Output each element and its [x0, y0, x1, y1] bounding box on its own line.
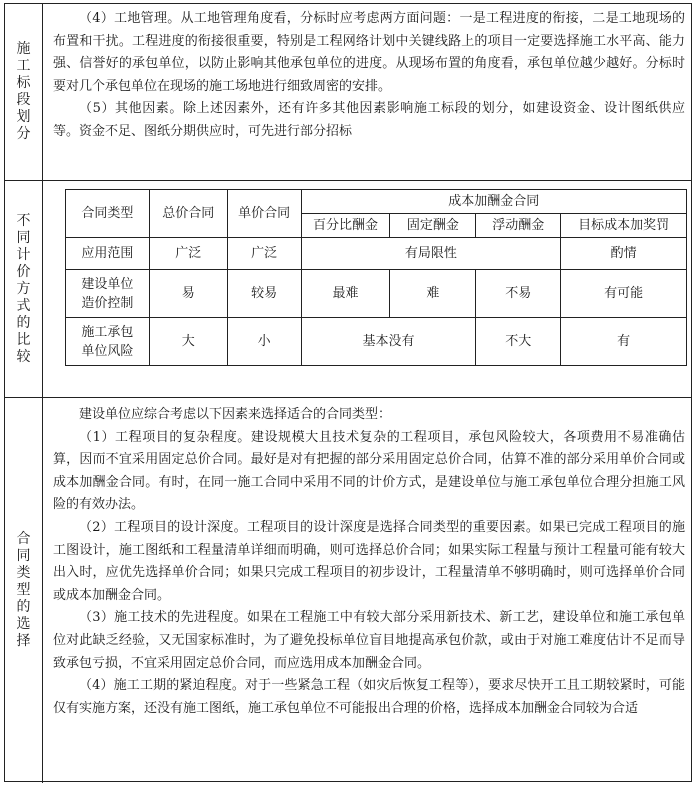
cell: 小 — [227, 318, 301, 366]
cell: 广泛 — [227, 238, 301, 270]
header-floating-fee: 浮动酬金 — [476, 214, 561, 238]
paragraph: （4）施工工期的紧迫程度。对于一些紧急工程（如灾后恢复工程等），要求尽快开工且工期较紧时，可能仅有实施方案，还没有施工图纸，施工承包单位不可能报出合理的价格，选择成本加酬金合同较为合适 — [53, 678, 685, 716]
cell: 不大 — [476, 318, 561, 366]
label-char: 式 — [16, 297, 31, 314]
section-content — [43, 181, 691, 397]
section-label — [5, 4, 43, 180]
cell: 广泛 — [149, 238, 227, 270]
label-char: 的 — [16, 599, 31, 615]
label-char: 标 — [16, 75, 31, 91]
cell: 有 — [561, 318, 687, 366]
label-char: 选 — [16, 616, 31, 632]
label-char: 段 — [16, 92, 31, 108]
section-tender-division — [5, 4, 691, 181]
section-contract-selection — [5, 398, 691, 783]
cell: 有局限性 — [301, 238, 561, 270]
section-content — [43, 398, 691, 783]
row-label-line: 单位风险 — [81, 343, 134, 359]
label-char: 计 — [16, 246, 31, 263]
cell: 大 — [149, 318, 227, 366]
row-label-scope: 应用范围 — [66, 238, 150, 270]
paragraph: 建设单位应综合考虑以下因素来选择适合的合同类型： — [79, 407, 392, 422]
paragraph: （4）工地管理。从工地管理角度看，分标时应考虑两方面问题：一是工程进度的衔接，二是工地现场的布置和干扰。工程进度的衔接很重要，特别是工程网络计划中关键线路上的项目一定要选择施工水平高、能力强、信誉好的承包单位，以防止影响其他承包单位的进度。从现场布置的角度看，承包单位越少越好。分标时要对几个承包单位在现场的施工场地进行细致周密的安排。 — [53, 11, 685, 94]
header-percentage-fee: 百分比酬金 — [301, 214, 390, 238]
section-pricing-comparison — [5, 181, 691, 398]
comparison-table — [65, 189, 687, 366]
section-label — [5, 181, 43, 397]
header-contract-type: 合同类型 — [66, 190, 150, 238]
cell: 酌情 — [561, 238, 687, 270]
label-char: 施 — [16, 41, 31, 57]
section-label — [5, 398, 43, 783]
row-label-contractor-risk — [66, 318, 150, 366]
paragraph: （3）施工技术的先进程度。如果在工程施工中有较大部分采用新技术、新工艺，建设单位和施工承包单位对此缺乏经验，又无国家标准时，为了避免投标单位盲目地提高承包价款，或由于对施工难度估计不足而导致承包亏损，不宜采用固定总价合同，而应选用成本加酬金合同。 — [53, 610, 685, 671]
header-unit-price: 单价合同 — [227, 190, 301, 238]
label-char: 同 — [16, 548, 31, 564]
label-char: 的 — [16, 314, 31, 331]
label-char: 合 — [16, 531, 31, 547]
row-label-line: 建设单位 — [81, 276, 134, 292]
cell: 最难 — [301, 270, 390, 318]
label-char: 较 — [16, 348, 31, 365]
cell: 不易 — [476, 270, 561, 318]
label-char: 工 — [16, 58, 31, 74]
row-label-line: 施工承包 — [81, 324, 134, 340]
label-char: 划 — [16, 109, 31, 125]
document-table — [4, 3, 692, 782]
section-content — [43, 4, 691, 180]
cell: 有可能 — [561, 270, 687, 318]
label-char: 择 — [16, 633, 31, 649]
paragraph: （2）工程项目的设计深度。工程项目的设计深度是选择合同类型的重要因素。如果已完成工程项目的施工图设计，施工图纸和工程量清单详细而明确，则可选择总价合同；如果实际工程量与预计工程量可能有较大出入时，应优先选择单价合同；如果只完成工程项目的初步设计，工程量清单不够明确时，则可选择单价合同或成本加酬金合同。 — [53, 519, 685, 603]
cell: 易 — [149, 270, 227, 318]
header-cost-plus: 成本加酬金合同 — [301, 190, 686, 214]
header-fixed-fee: 固定酬金 — [390, 214, 476, 238]
row-label-cost-control — [66, 270, 150, 318]
header-target-cost: 目标成本加奖罚 — [561, 214, 687, 238]
paragraph: （5）其他因素。除上述因素外，还有许多其他因素影响施工标段的划分，如建设资金、设计图纸供应等。资金不足、图纸分期供应时，可先进行部分招标 — [53, 101, 685, 139]
cell: 难 — [390, 270, 476, 318]
label-char: 比 — [16, 331, 31, 348]
label-char: 类 — [16, 565, 31, 581]
paragraph: （1）工程项目的复杂程度。建设规模大且技术复杂的工程项目，承包风险较大，各项费用不易准确估算，因而不宜采用固定总价合同。最好是对有把握的部分采用固定总价合同，估算不准的部分采用单价合同或成本加酬金合同。有时，在同一施工合同中采用不同的计价方式，是建设单位与施工承包单位合理分担施工风险的有效办法。 — [53, 429, 685, 513]
label-char: 同 — [16, 229, 31, 246]
label-char: 不 — [16, 212, 31, 229]
label-char: 分 — [16, 126, 31, 142]
label-char: 方 — [16, 280, 31, 297]
label-char: 型 — [16, 582, 31, 598]
label-char: 价 — [16, 263, 31, 280]
cell: 较易 — [227, 270, 301, 318]
header-lump-sum: 总价合同 — [149, 190, 227, 238]
row-label-line: 造价控制 — [81, 295, 134, 311]
cell: 基本没有 — [301, 318, 476, 366]
